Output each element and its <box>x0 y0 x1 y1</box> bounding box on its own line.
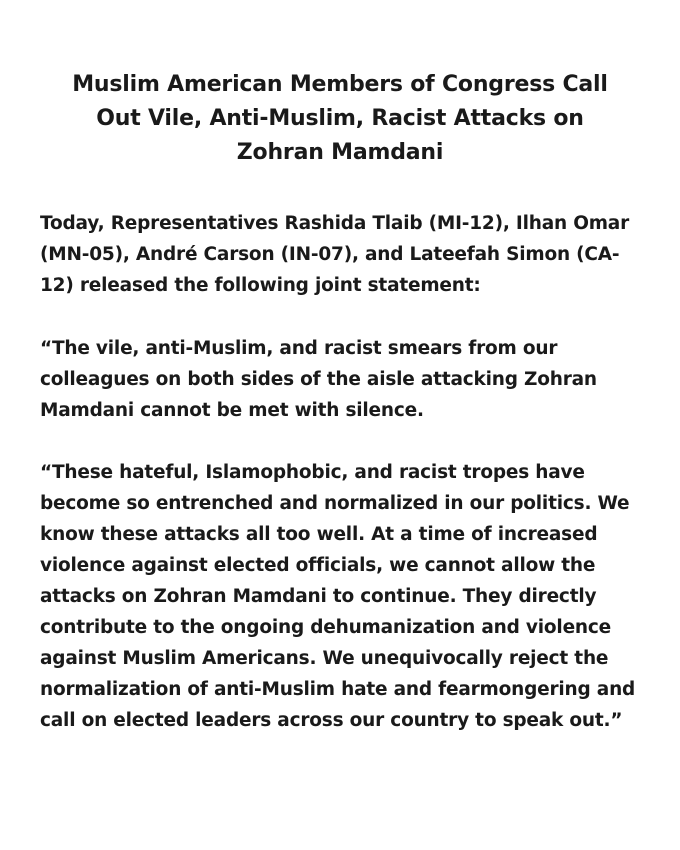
page-title: Muslim American Members of Congress Call Out Vile, Anti-Muslim, Racist Attacks on Zohran Mamdani <box>72 72 608 165</box>
statement-paragraph-1: “The vile, anti-Muslim, and racist smears from our colleagues on both sides of the aisle attacking Zohran Mamdani cannot be met with silence. <box>40 338 597 421</box>
statement-paragraph-2: “These hateful, Islamophobic, and racist tropes have become so entrenched and normalized in our politics. We know these attacks all too well. At a time of increased violence against elected officials, we cannot allow the attacks on Zohran Mamdani to continue. They directly contribute to the ongoing dehumanization and violence against Muslim Americans. We unequivocally reject the normalization of anti-Muslim hate and fearmongering and call on elected leaders across our country to speak out.” <box>40 462 636 731</box>
intro-paragraph: Today, Representatives Rashida Tlaib (MI-12), Ilhan Omar (MN-05), André Carson (IN-07), and Lateefah Simon (CA-12) released the following joint statement: <box>40 213 630 296</box>
